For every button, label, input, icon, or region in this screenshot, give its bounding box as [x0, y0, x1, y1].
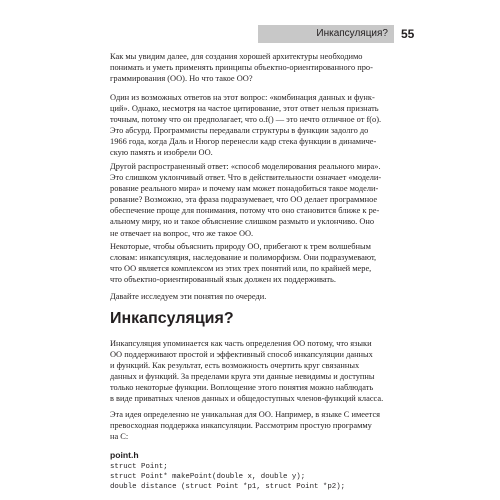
text-line: рование реального мира» и почему нам может понадобиться такое модели- — [110, 184, 379, 194]
text-line: Как мы увидим далее, для создания хорошей архитектуры необходимо — [110, 52, 363, 61]
paragraph-real-world — [110, 161, 390, 239]
paragraph — [110, 338, 390, 405]
paragraph — [110, 241, 390, 285]
text-line: в виде приватных членов данных и общедоступных членов-функций класса. — [110, 394, 384, 404]
paragraph — [110, 92, 390, 159]
paragraph-data-and-functions — [110, 92, 390, 159]
paragraph — [110, 409, 390, 442]
text-line: Один из возможных ответов на этот вопрос: «комбинация данных и функ- — [110, 93, 375, 102]
text-line: обеспечение проще для понимания, потому что оно становится ближе к ре- — [110, 206, 380, 216]
paragraph — [110, 161, 390, 239]
text-line: что ОО является комплексом из этих трех понятий или, по крайней мере, — [110, 264, 372, 274]
text-line: на C: — [110, 432, 129, 442]
text-line: Инкапсуляция упоминается как часть определения ОО потому, что языки — [110, 339, 372, 348]
paragraph — [110, 291, 390, 302]
paragraph-encapsulation — [110, 338, 390, 405]
text-line: скую память и изобрели ОО. — [110, 148, 213, 158]
text-line: данных и функций. За пределами круга эти данные невидимы и доступны — [110, 372, 375, 382]
paragraph-three-words — [110, 241, 390, 285]
text-line: граммирования (ОО). Но что такое ОО? — [110, 74, 253, 84]
text-line: что объектно-ориентированный язык должен их поддерживать. — [110, 275, 336, 285]
text-line: рование? Возможно, эта фраза подразумевает, что ОО делает программное — [110, 195, 378, 205]
text-line: словам: инкапсуляция, наследование и полиморфизм. Они подразумевают, — [110, 253, 377, 263]
code-line: struct Point; — [110, 463, 168, 471]
text-line: альному миру, но и такое объяснение слишком размыто и уклончиво. Оно — [110, 217, 375, 227]
paragraph-c-example — [110, 409, 390, 442]
text-line: Это слишком уклончивый ответ. Что в действительности означает «модели- — [110, 173, 382, 183]
text-line: и функций. Как результат, есть возможность очертить круг связанных — [110, 361, 360, 371]
text-line: не отвечает на вопрос, что же такое ОО. — [110, 228, 254, 238]
code-line: double distance (struct Point *p1, struct Point *p2); — [110, 483, 346, 491]
text-line: превосходная поддержка инкапсуляции. Рассмотрим простую программу — [110, 421, 372, 431]
text-line: понимать и уметь применять принципы объектно-ориентированного про- — [110, 63, 373, 73]
text-line: Давайте исследуем эти понятия по очереди. — [110, 292, 267, 301]
code-line: struct Point* makePoint(double x, double y); — [110, 473, 306, 481]
page-number: 55 — [401, 27, 415, 41]
text-line: 1966 года, когда Даль и Нюгор перенесли кадр стека функции в динамиче- — [110, 137, 377, 147]
text-line: точным, потому что он предполагает, что o.f() — это нечто отличное от f(o). — [110, 115, 382, 125]
text-line: Эта идея определенно не уникальная для ОО. Например, в языке C имеется — [110, 410, 381, 419]
text-line: Другой распространенный ответ: «способ моделирования реального мира». — [110, 162, 381, 171]
paragraph — [110, 51, 390, 84]
section-heading: Инкапсуляция? — [110, 310, 234, 327]
paragraph-intro — [110, 51, 390, 84]
text-line: Некоторые, чтобы объяснить природу ОО, прибегают к трем волшебным — [110, 242, 371, 251]
code-listing-title: point.h — [110, 450, 139, 460]
code-listing — [110, 462, 400, 492]
text-line: только некоторые функции. Воплощение этого понятия можно наблюдать — [110, 383, 374, 393]
text-line: ций». Однако, несмотря на частое цитирование, этот ответ нельзя признать — [110, 104, 379, 114]
text-line: Это абсурд. Программисты передавали структуры в функции задолго до — [110, 126, 369, 136]
running-head: Инкапсуляция? — [258, 25, 394, 43]
paragraph-lets-explore — [110, 291, 390, 302]
text-line: ОО поддерживают простой и эффективный способ инкапсуляции данных — [110, 350, 373, 360]
